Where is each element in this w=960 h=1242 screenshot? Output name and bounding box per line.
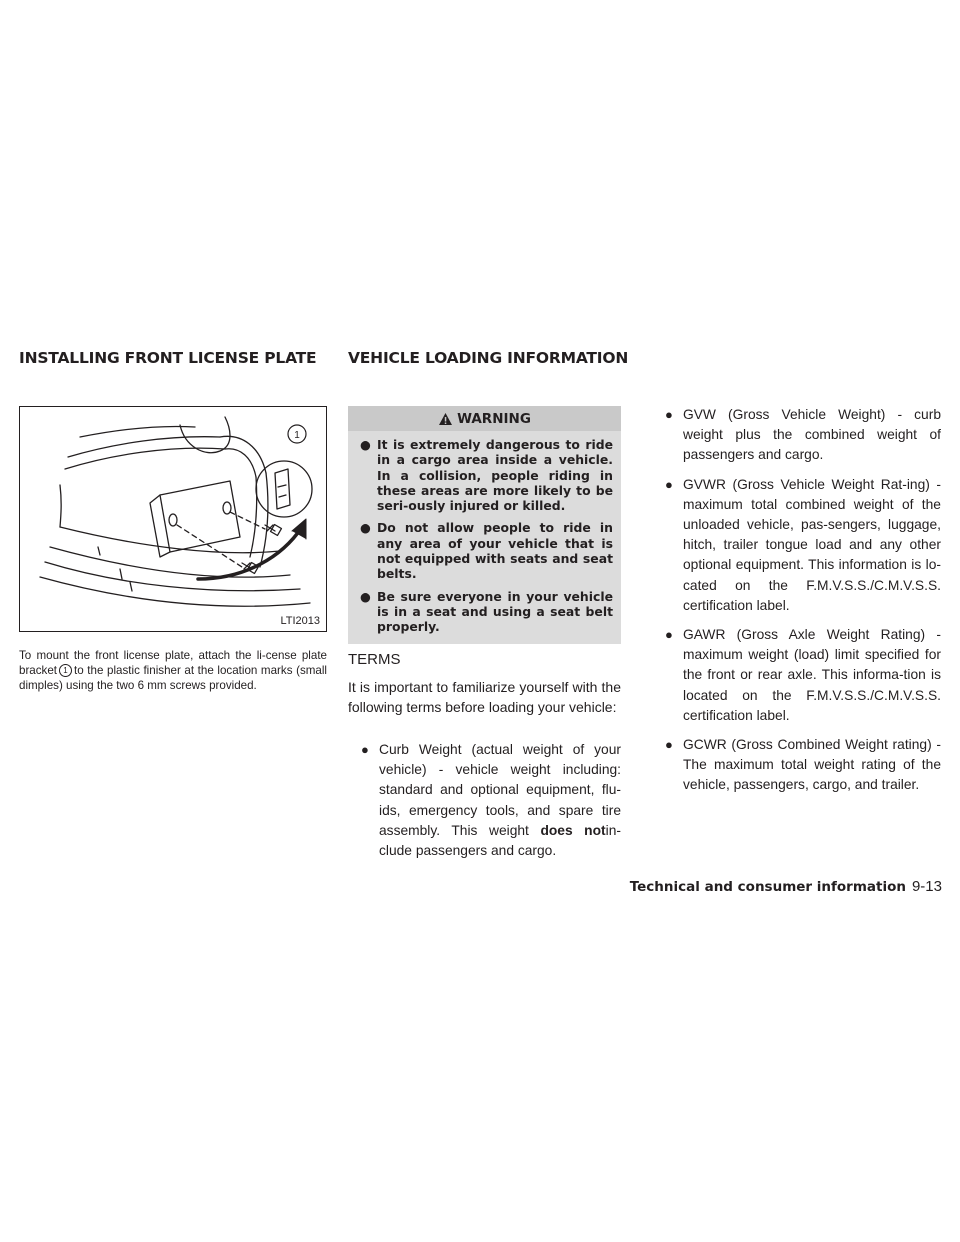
page-footer (620, 878, 942, 895)
section-heading-vehicle-loading: VEHICLE LOADING INFORMATION (348, 349, 629, 367)
chapter-title: Technical and consumer information (629, 879, 906, 895)
term-item-gcwr: ● GCWR (Gross Combined Weight rating) - The maximum total weight rating of the vehicle, passengers, cargo, and trailer. (665, 737, 941, 793)
warning-box (348, 406, 621, 644)
figure-code: LTI2013 (280, 615, 320, 627)
terms-list-right (665, 405, 941, 805)
license-plate-illustration (19, 406, 327, 632)
term-item-gvwr: ● GVWR (Gross Vehicle Weight Rat-ing) - maximum total combined weight of the unloaded vehicle, pas-sengers, luggage, hitch, trailer tongue load and any other optional equipment. This information is lo-cated on the F.M.V.S.S./C.M.V.S.S. certification label. (665, 476, 941, 613)
terms-list-middle (361, 740, 621, 870)
warning-item: ● Do not allow people to ride in any area of your vehicle that is not equipped with seats and seat belts. (360, 520, 613, 582)
warning-item: ● It is extremely dangerous to ride in a cargo area inside a vehicle. In a collision, people riding in these areas are more likely to be seri-ously injured or killed. (360, 437, 613, 514)
term-item-gawr: ● GAWR (Gross Axle Weight Rating) - maximum weight (load) limit specified for the front or rear axle. This informa-tion is located on the F.M.V.S.S./C.M.V.S.S. certification label. (665, 627, 941, 723)
figure-caption: To mount the front license plate, attach the li-cense plate bracket 1 to the plastic finisher at the location marks (small dimples) using the two 6 mm screws provided. (19, 649, 327, 692)
term-item-gvw: ● GVW (Gross Vehicle Weight) - curb weight plus the combined weight of passengers and cargo. (665, 407, 941, 463)
bumper-bracket-drawing (20, 407, 326, 631)
terms-intro: It is important to familiarize yourself with the following terms before loading your vehicle: (348, 679, 621, 715)
term-item-curb-weight: ● Curb Weight (actual weight of your vehicle) - vehicle weight including: standard and optional equipment, flu-ids, emergency tools, and spare tire assembly. This weight does notin-clude passengers and cargo. (361, 742, 621, 859)
warning-title: WARNING (348, 406, 621, 431)
callout-reference: 1 (59, 664, 72, 677)
callout-number: 1 (294, 430, 300, 441)
page-number: 9-13 (911, 878, 942, 895)
warning-list (348, 431, 621, 635)
warning-triangle-icon (438, 412, 453, 426)
section-heading-license-plate: INSTALLING FRONT LICENSE PLATE (19, 349, 317, 367)
terms-title: TERMS (348, 651, 401, 668)
warning-item: ● Be sure everyone in your vehicle is in a seat and using a seat belt properly. (360, 588, 613, 635)
